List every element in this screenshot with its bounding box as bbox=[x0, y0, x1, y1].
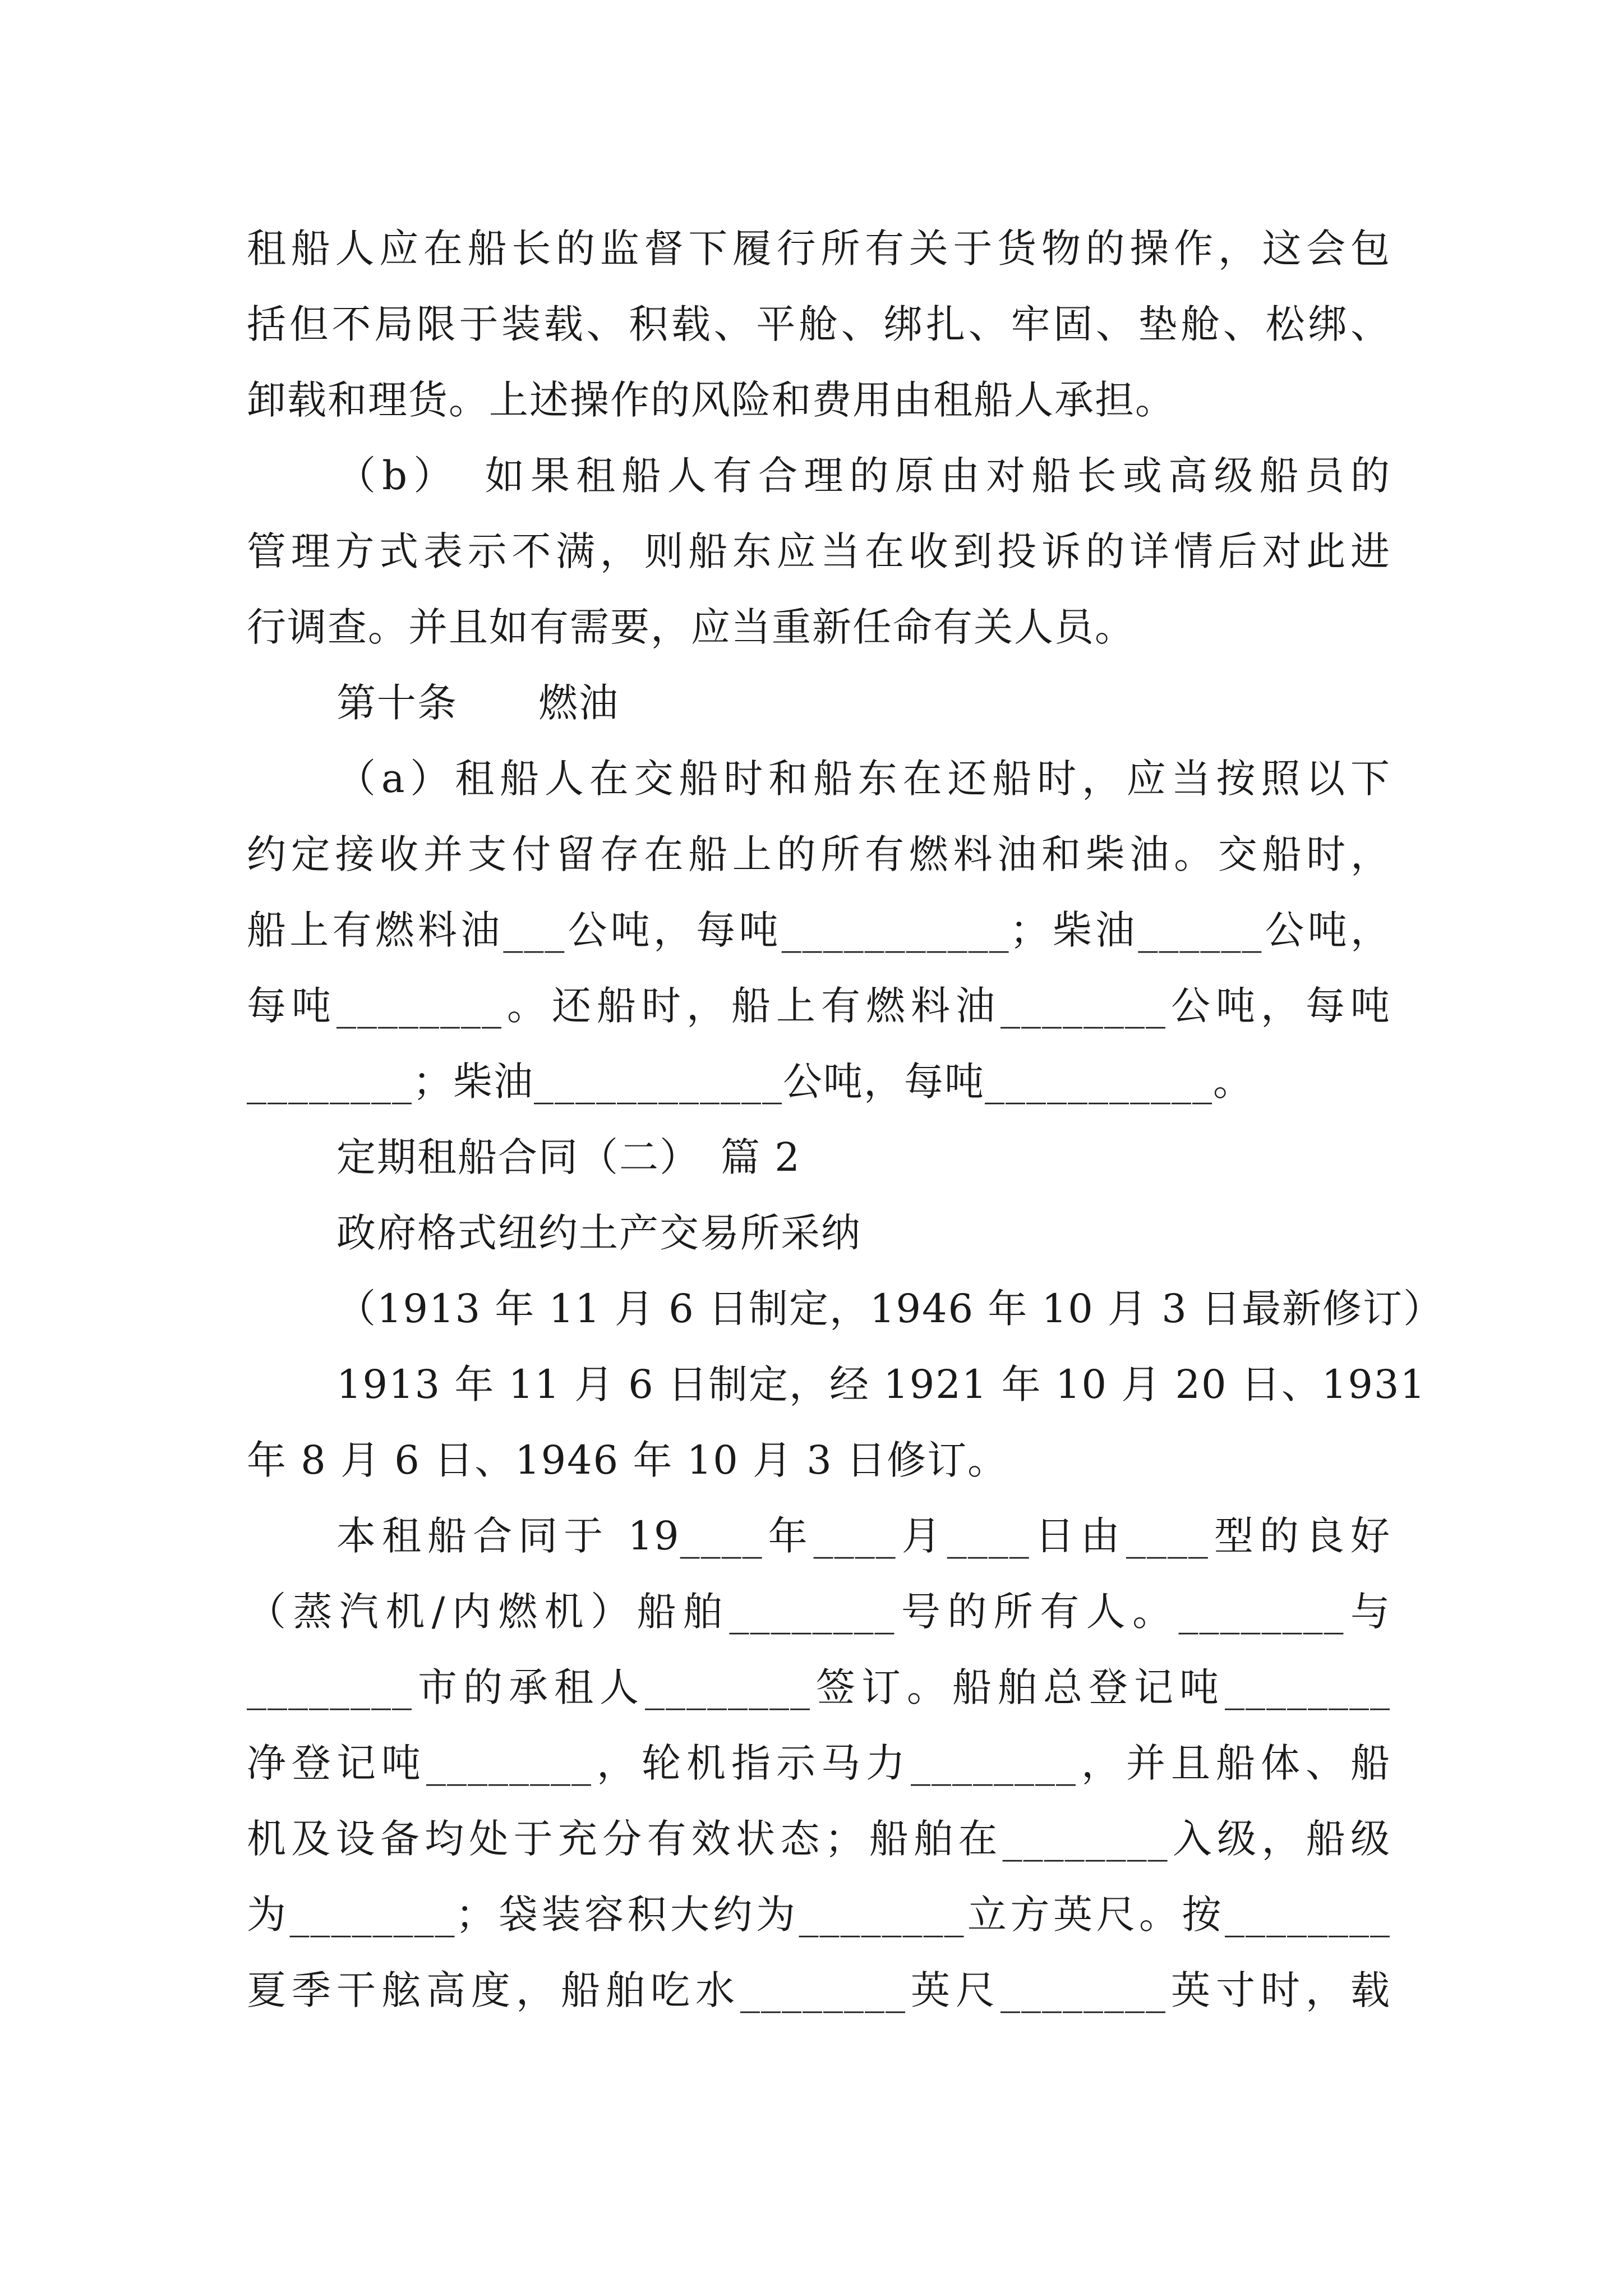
paragraph-line: 为________；袋装容积大约为________立方英尺。按________ bbox=[247, 1892, 1391, 1938]
paragraph-line: 每吨________。还船时，船上有燃料油________公吨，每吨 bbox=[247, 983, 1391, 1029]
document-title: 定期租船合同（二） 篇 2 bbox=[336, 1134, 801, 1180]
paragraph-line: 净登记吨________，轮机指示马力________，并且船体、船 bbox=[247, 1740, 1391, 1786]
section-heading: 第十条 燃油 bbox=[336, 680, 619, 726]
paragraph-line: （b） 如果租船人有合理的原由对船长或高级船员的 bbox=[336, 453, 1391, 499]
document-date-note: （1913 年 11 月 6 日制定，1946 年 10 月 3 日最新修订） bbox=[336, 1286, 1444, 1332]
paragraph-line: 夏季干舷高度，船舶吃水________英尺________英寸时，载 bbox=[247, 1967, 1391, 2013]
paragraph-line: 机及设备均处于充分有效状态；船舶在________入级，船级 bbox=[247, 1816, 1391, 1862]
paragraph-line: 约定接收并支付留存在船上的所有燃料油和柴油。交船时， bbox=[247, 831, 1391, 877]
paragraph-line: 卸载和理货。上述操作的风险和费用由租船人承担。 bbox=[247, 377, 1175, 423]
paragraph-line: 管理方式表示不满，则船东应当在收到投诉的详情后对此进 bbox=[247, 528, 1391, 574]
document-subtitle: 政府格式纽约土产交易所采纳 bbox=[336, 1210, 861, 1256]
paragraph-line: 本租船合同于 19____年____月____日由____型的良好 bbox=[336, 1513, 1391, 1559]
paragraph-line: 行调查。并且如有需要，应当重新任命有关人员。 bbox=[247, 604, 1135, 650]
paragraph-line: 船上有燃料油___公吨，每吨___________；柴油______公吨， bbox=[247, 907, 1391, 953]
paragraph-line: 括但不局限于装载、积载、平舱、绑扎、牢固、垫舱、松绑、 bbox=[247, 301, 1391, 347]
paragraph-line: 年 8 月 6 日、1946 年 10 月 3 日修订。 bbox=[247, 1437, 1008, 1483]
paragraph-line: 1913 年 11 月 6 日制定，经 1921 年 10 月 20 日、1931 bbox=[336, 1361, 1426, 1407]
paragraph-line: ________市的承租人________签订。船舶总登记吨________ bbox=[247, 1664, 1391, 1710]
paragraph-line: （蒸汽机/内燃机）船舶________号的所有人。________与 bbox=[247, 1589, 1391, 1635]
paragraph-line: （a）租船人在交船时和船东在还船时，应当按照以下 bbox=[336, 756, 1391, 802]
paragraph-line: 租船人应在船长的监督下履行所有关于货物的操作，这会包 bbox=[247, 226, 1391, 272]
paragraph-line: ________；柴油____________公吨，每吨___________。 bbox=[247, 1059, 1253, 1105]
